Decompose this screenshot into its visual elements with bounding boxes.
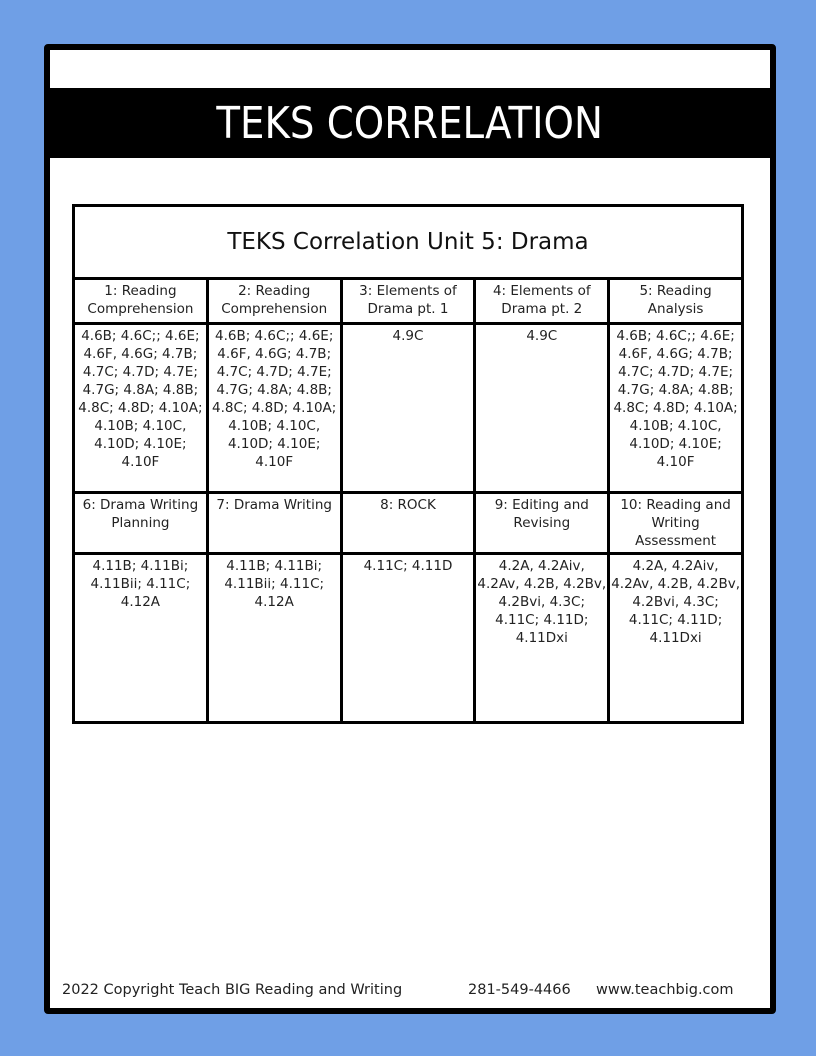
worksheet-page [44, 44, 776, 1014]
teks-cell: 4.11C; 4.11D [341, 554, 475, 723]
table-row [74, 279, 743, 324]
table-row [74, 324, 743, 493]
lesson-header: 4: Elements of Drama pt. 2 [475, 279, 609, 324]
lesson-header: 3: Elements of Drama pt. 1 [341, 279, 475, 324]
teks-cell: 4.6B; 4.6C;; 4.6E; 4.6F, 4.6G; 4.7B; 4.7C; 4.7D; 4.7E; 4.7G; 4.8A; 4.8B; 4.8C; 4.8D; 4.10A; 4.10B; 4.10C, 4.10D; 4.10E; 4.10F [609, 324, 743, 493]
teks-cell: 4.11B; 4.11Bi; 4.11Bii; 4.11C; 4.12A [207, 554, 341, 723]
lesson-header: 7: Drama Writing [207, 493, 341, 554]
teks-cell: 4.2A, 4.2Aiv, 4.2Av, 4.2B, 4.2Bv, 4.2Bvi, 4.3C; 4.11C; 4.11D; 4.11Dxi [475, 554, 609, 723]
teks-cell: 4.9C [341, 324, 475, 493]
table-row [74, 493, 743, 554]
lesson-header: 2: Reading Comprehension [207, 279, 341, 324]
lesson-header: 8: ROCK [341, 493, 475, 554]
teks-cell: 4.2A, 4.2Aiv, 4.2Av, 4.2B, 4.2Bv, 4.2Bvi, 4.3C; 4.11C; 4.11D; 4.11Dxi [609, 554, 743, 723]
lesson-header: 6: Drama Writing Planning [74, 493, 208, 554]
footer-phone: 281-549-4466 [468, 982, 571, 998]
teks-cell: 4.9C [475, 324, 609, 493]
banner-title: TEKS CORRELATION [216, 97, 604, 149]
title-banner [50, 88, 770, 158]
table-row [74, 554, 743, 723]
table-title-row [74, 206, 743, 279]
lesson-header: 9: Editing and Revising [475, 493, 609, 554]
lesson-header: 1: Reading Comprehension [74, 279, 208, 324]
footer-website: www.teachbig.com [596, 982, 734, 998]
lesson-header: 10: Reading and Writing Assessment [609, 493, 743, 554]
teks-cell: 4.11B; 4.11Bi; 4.11Bii; 4.11C; 4.12A [74, 554, 208, 723]
teks-cell: 4.6B; 4.6C;; 4.6E; 4.6F, 4.6G; 4.7B; 4.7C; 4.7D; 4.7E; 4.7G; 4.8A; 4.8B; 4.8C; 4.8D; 4.10A; 4.10B; 4.10C, 4.10D; 4.10E; 4.10F [74, 324, 208, 493]
footer [56, 982, 756, 1004]
table-title: TEKS Correlation Unit 5: Drama [74, 206, 743, 279]
teks-cell: 4.6B; 4.6C;; 4.6E; 4.6F, 4.6G; 4.7B; 4.7C; 4.7D; 4.7E; 4.7G; 4.8A; 4.8B; 4.8C; 4.8D; 4.10A; 4.10B; 4.10C, 4.10D; 4.10E; 4.10F [207, 324, 341, 493]
footer-copyright: 2022 Copyright Teach BIG Reading and Writing [62, 982, 403, 998]
lesson-header: 5: Reading Analysis [609, 279, 743, 324]
teks-table [72, 204, 744, 724]
